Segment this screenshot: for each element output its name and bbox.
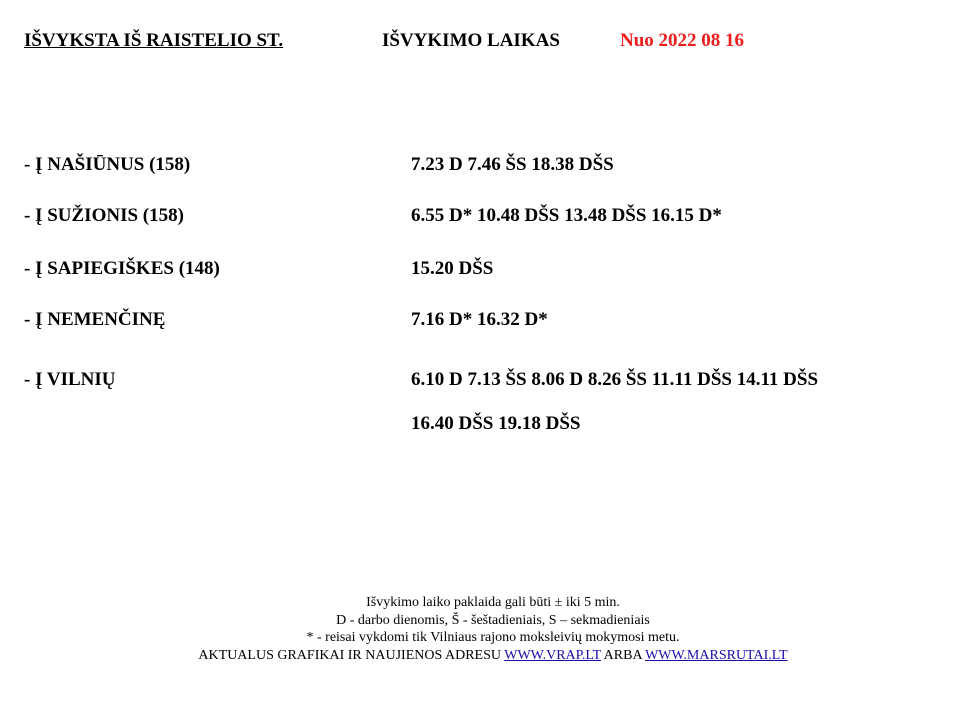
departure-time-label: IŠVYKIMO LAIKAS	[382, 30, 560, 51]
route-times-continued: 16.40 DŠS 19.18 DŠS	[411, 413, 581, 434]
route-times: 6.10 D 7.13 ŠS 8.06 D 8.26 ŠS 11.11 DŠS 14.11 DŠS	[411, 369, 819, 390]
route-destination: - Į SUŽIONIS (158)	[24, 205, 184, 226]
footer-notes	[0, 594, 962, 664]
footer-links-mid: ARBA	[600, 647, 646, 663]
route-row-vilnius	[0, 369, 962, 395]
route-row-nemencine	[0, 309, 962, 335]
route-destination: - Į NEMENČINĘ	[24, 309, 166, 330]
route-destination: - Į NAŠIŪNUS (158)	[24, 154, 191, 175]
route-times: 7.16 D* 16.32 D*	[411, 309, 548, 330]
route-times: 15.20 DŠS	[411, 258, 494, 279]
route-destination: - Į VILNIŲ	[24, 369, 116, 390]
vrap-link[interactable]: WWW.VRAP.LT	[504, 647, 601, 663]
origin-title: IŠVYKSTA IŠ RAISTELIO ST.	[24, 30, 284, 51]
route-row-suzionys	[0, 205, 962, 231]
route-row-nasiunai	[0, 154, 962, 180]
route-times: 7.23 D 7.46 ŠS 18.38 DŠS	[411, 154, 614, 175]
route-row-sapiegiskes	[0, 258, 962, 284]
route-destination: - Į SAPIEGIŠKES (148)	[24, 258, 220, 279]
valid-from-date: Nuo 2022 08 16	[620, 30, 745, 51]
footer-links-line	[0, 647, 962, 665]
footer-legend-days: D - darbo dienomis, Š - šeštadieniais, S – sekmadieniais	[336, 612, 650, 628]
route-times: 6.55 D* 10.48 DŠS 13.48 DŠS 16.15 D*	[411, 205, 722, 226]
marsrutai-link[interactable]: WWW.MARSRUTAI.LT	[645, 647, 788, 663]
footer-links-prefix: AKTUALUS GRAFIKAI IR NAUJIENOS ADRESU	[198, 647, 505, 663]
footer-tolerance-note: Išvykimo laiko paklaida gali būti ± iki 5 min.	[366, 595, 620, 610]
header	[0, 30, 962, 56]
route-row-vilnius-continued	[0, 413, 962, 439]
footer-asterisk-note: * - reisai vykdomi tik Vilniaus rajono moksleivių mokymosi metu.	[306, 630, 680, 645]
